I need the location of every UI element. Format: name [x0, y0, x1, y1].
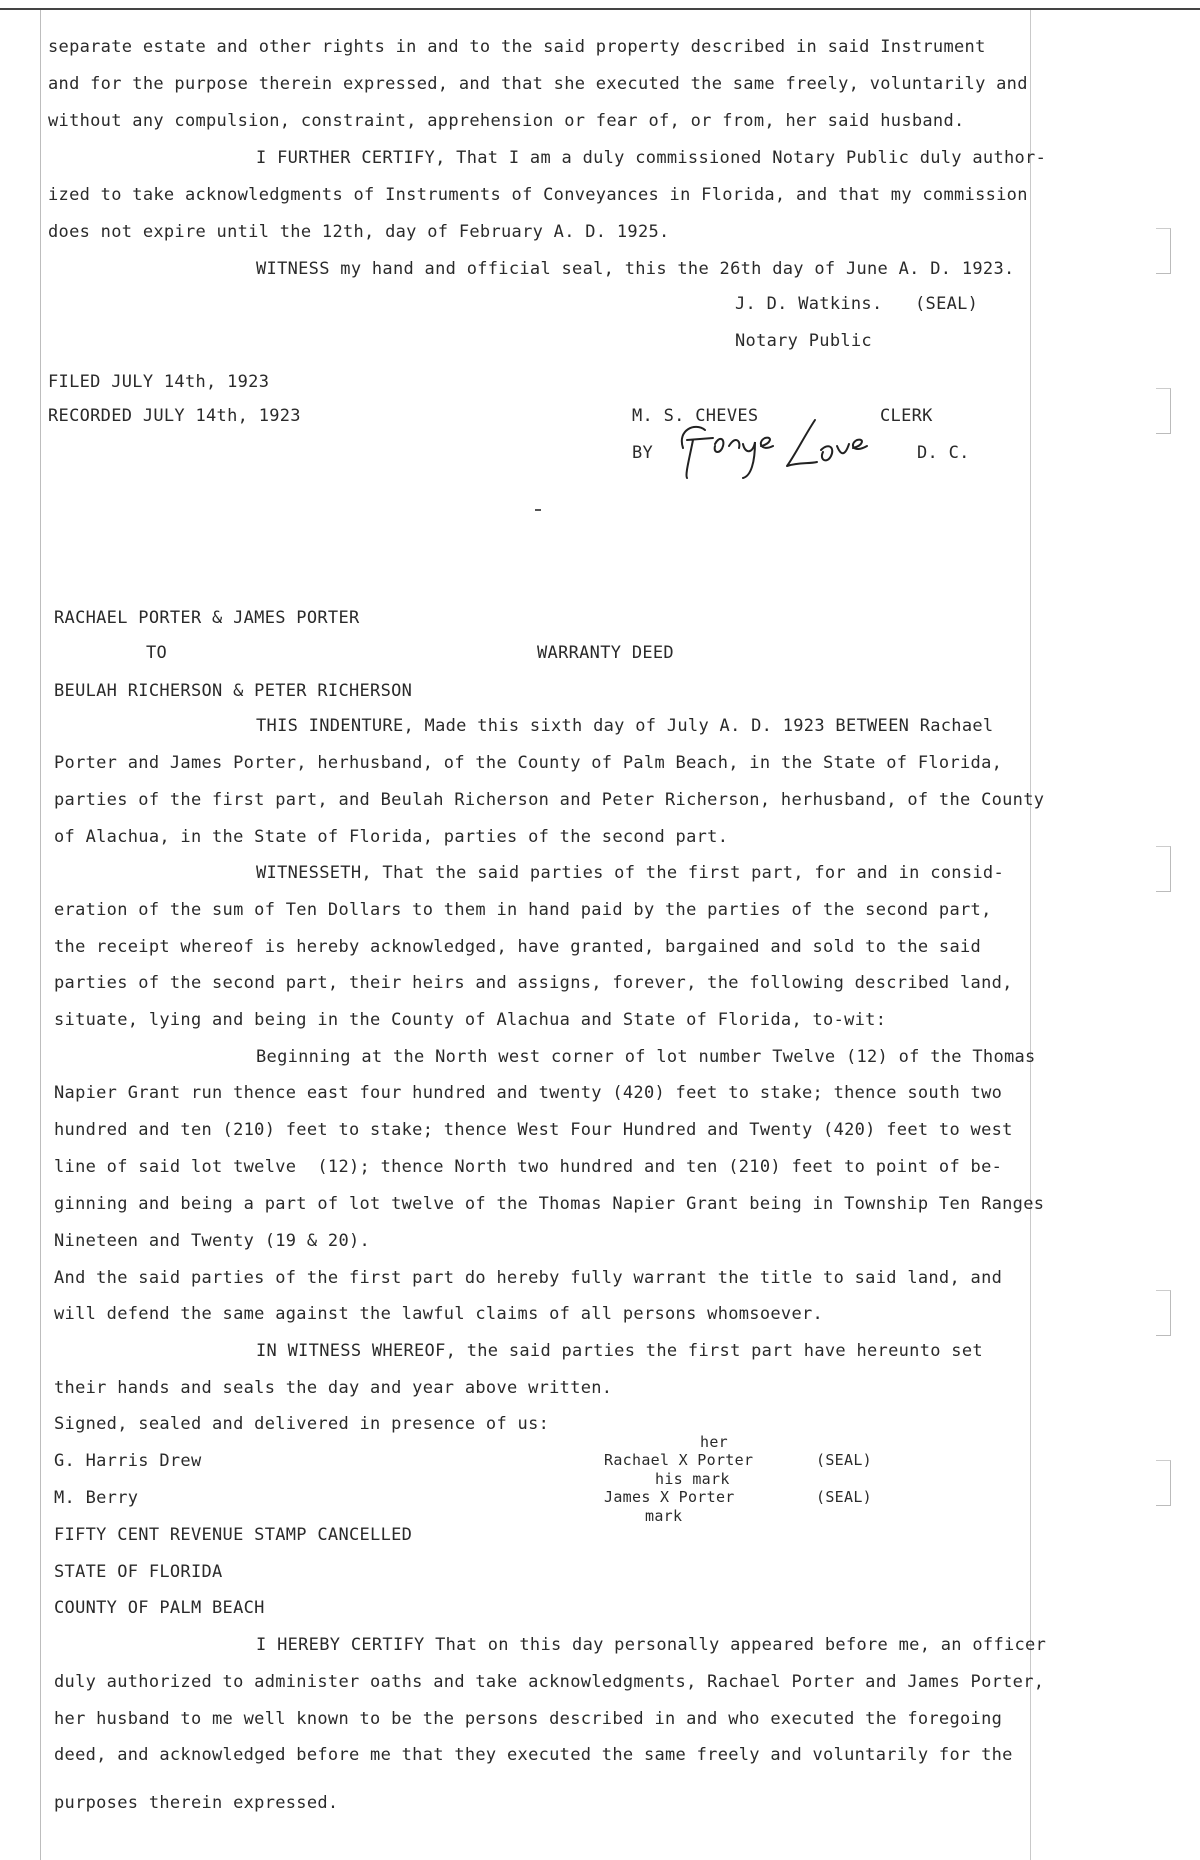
ack-line: and for the purpose therein expressed, and that she executed the same freely, voluntarily and — [48, 74, 1028, 94]
filed-date: FILED JULY 14th, 1923 — [48, 372, 270, 392]
deed-line: Beginning at the North west corner of lot number Twelve (12) of the Thomas — [256, 1047, 1036, 1067]
grantor-2-signature: James X Porter — [604, 1488, 735, 1506]
deed-line: the receipt whereof is hereby acknowledged, have granted, bargained and sold to the said — [54, 937, 982, 957]
deputy-clerk-signature — [665, 400, 915, 480]
deed-line: line of said lot twelve (12); thence North two hundred and ten (210) feet to point of be- — [54, 1157, 1003, 1177]
deed-line: of Alachua, in the State of Florida, parties of the second part. — [54, 827, 729, 847]
margin-bracket-mark — [1156, 1460, 1171, 1506]
notary-seal: (SEAL) — [915, 294, 979, 314]
his-mark-label: his mark — [655, 1470, 730, 1488]
deed-type-heading: WARRANTY DEED — [537, 643, 674, 663]
stray-mark — [535, 509, 541, 511]
final-ack-line: purposes therein expressed. — [54, 1793, 339, 1813]
clerk-title: CLERK — [880, 406, 933, 426]
deed-line: parties of the second part, their heirs and assigns, forever, the following described land, — [54, 973, 1013, 993]
deed-line: IN WITNESS WHEREOF, the said parties the first part have hereunto set — [256, 1341, 983, 1361]
venue-state: STATE OF FLORIDA — [54, 1562, 223, 1582]
deed-line: WITNESSETH, That the said parties of the first part, for and in consid- — [256, 863, 1004, 883]
ack-line: separate estate and other rights in and to the said property described in said Instrument — [48, 37, 986, 57]
ack-line: ized to take acknowledgments of Instruments of Conveyances in Florida, and that my commission — [48, 185, 1028, 205]
recorded-date: RECORDED JULY 14th, 1923 — [48, 406, 301, 426]
venue-county: COUNTY OF PALM BEACH — [54, 1598, 265, 1618]
margin-bracket-mark — [1156, 1290, 1171, 1336]
deed-line: THIS INDENTURE, Made this sixth day of July A. D. 1923 BETWEEN Rachael — [256, 716, 994, 736]
grantors-heading: RACHAEL PORTER & JAMES PORTER — [54, 608, 360, 628]
ack-line: I FURTHER CERTIFY, That I am a duly commissioned Notary Public duly author- — [256, 148, 1047, 168]
clerk-name: M. S. CHEVES — [632, 406, 759, 426]
ack-line: does not expire until the 12th, day of February A. D. 1925. — [48, 222, 670, 242]
notary-name: J. D. Watkins. — [735, 294, 883, 314]
notary-title: Notary Public — [735, 331, 872, 351]
margin-bracket-mark — [1156, 846, 1171, 892]
deed-line: situate, lying and being in the County of Alachua and State of Florida, to-wit: — [54, 1010, 887, 1030]
ack-line: without any compulsion, constraint, apprehension or fear of, or from, her said husband. — [48, 111, 965, 131]
final-ack-line: I HEREBY CERTIFY That on this day personally appeared before me, an officer — [256, 1635, 1047, 1655]
grantor-1-seal: (SEAL) — [816, 1451, 872, 1469]
margin-bracket-mark — [1156, 388, 1171, 434]
deed-line: parties of the first part, and Beulah Richerson and Peter Richerson, herhusband, of the County — [54, 790, 1045, 810]
deputy-clerk-label: D. C. — [917, 443, 970, 463]
revenue-stamp-note: FIFTY CENT REVENUE STAMP CANCELLED — [54, 1525, 413, 1545]
top-border — [0, 8, 1200, 10]
deed-line: ginning and being a part of lot twelve of the Thomas Napier Grant being in Township Ten Ranges — [54, 1194, 1045, 1214]
by-label: BY — [632, 443, 654, 463]
deed-line: Signed, sealed and delivered in presence of us: — [54, 1414, 550, 1434]
grantor-2-seal: (SEAL) — [816, 1488, 872, 1506]
deed-line: eration of the sum of Ten Dollars to them in hand paid by the parties of the second part, — [54, 900, 992, 920]
deed-line: Porter and James Porter, herhusband, of the County of Palm Beach, in the State of Florida, — [54, 753, 1003, 773]
final-ack-line: deed, and acknowledged before me that they executed the same freely and voluntarily for the — [54, 1745, 1013, 1765]
mark-label: mark — [645, 1507, 683, 1525]
deed-line: will defend the same against the lawful claims of all persons whomsoever. — [54, 1304, 824, 1324]
left-margin-line — [40, 10, 41, 1860]
final-ack-line: duly authorized to administer oaths and take acknowledgments, Rachael Porter and James Porter, — [54, 1672, 1045, 1692]
deed-line: Napier Grant run thence east four hundred and twenty (420) feet to stake; thence south two — [54, 1083, 1003, 1103]
margin-bracket-mark — [1156, 228, 1171, 274]
deed-line: And the said parties of the first part do hereby fully warrant the title to said land, and — [54, 1268, 1003, 1288]
deed-line: Nineteen and Twenty (19 & 20). — [54, 1231, 371, 1251]
deed-line: their hands and seals the day and year above written. — [54, 1378, 613, 1398]
grantees-heading: BEULAH RICHERSON & PETER RICHERSON — [54, 681, 413, 701]
her-label: her — [700, 1433, 728, 1451]
deed-line: hundred and ten (210) feet to stake; thence West Four Hundred and Twenty (420) feet to west — [54, 1120, 1013, 1140]
to-heading: TO — [146, 643, 168, 663]
ack-line: WITNESS my hand and official seal, this the 26th day of June A. D. 1923. — [256, 259, 1015, 279]
witness-2: M. Berry — [54, 1488, 139, 1508]
witness-1: G. Harris Drew — [54, 1451, 202, 1471]
final-ack-line: her husband to me well known to be the persons described in and who executed the foregoing — [54, 1709, 1003, 1729]
right-margin-line — [1030, 10, 1031, 1860]
grantor-1-signature: Rachael X Porter — [604, 1451, 754, 1469]
